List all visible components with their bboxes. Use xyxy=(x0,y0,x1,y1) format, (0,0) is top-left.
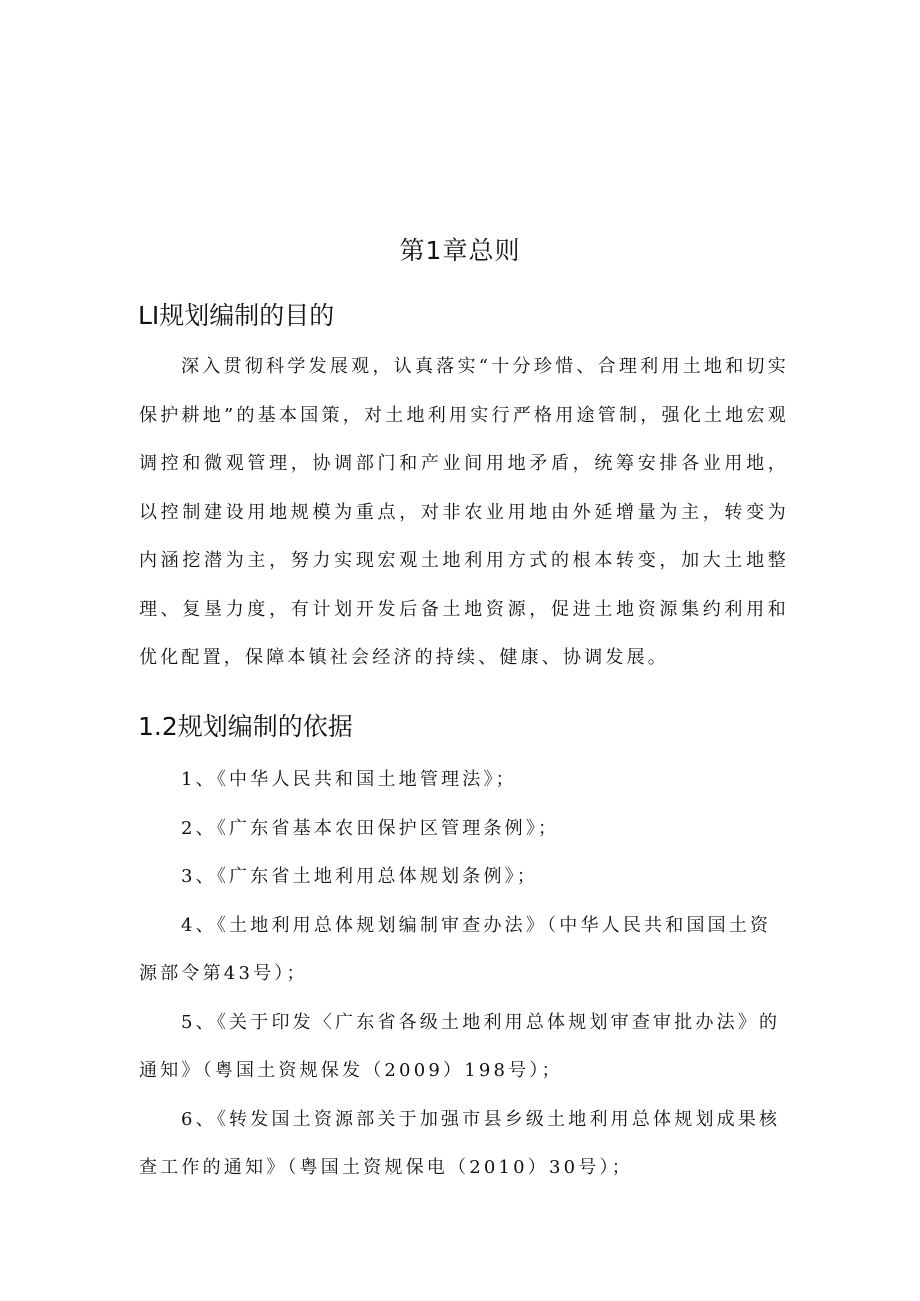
list-item: 6、《转发国土资源部关于加强市县乡级土地利用总体规划成果核查工作的通知》（粤国土资规保电（2010）30号）； xyxy=(139,1108,781,1178)
section-heading-basis: 1.2规划编制的依据 xyxy=(138,712,353,741)
list-item: 4、《土地利用总体规划编制审查办法》（中华人民共和国国土资源部令第43号）； xyxy=(139,914,772,984)
purpose-paragraph: 深入贯彻科学发展观，认真落实“十分珍惜、合理利用土地和切实保护耕地”的基本国策，对土地利用实行严格用途管制，强化土地宏观调控和微观管理，协调部门和产业间用地矛盾，统筹安排各业用地，以控制建设用地规模为重点，对非农业用地由外延增量为主，转变为内涵挖潜为主，努力实现宏观土地利用方式的根本转变，加大土地整理、复垦力度，有计划开发后备土地资源，促进土地资源集约利用和优化配置，保障本镇社会经济的持续、健康、协调发展。 xyxy=(139,356,789,668)
list-item: 3、《广东省土地利用总体规划条例》； xyxy=(181,866,539,887)
section-heading-purpose: LI规划编制的目的 xyxy=(138,301,335,330)
list-item: 1、《中华人民共和国土地管理法》； xyxy=(181,769,517,790)
list-item: 2、《广东省基本农田保护区管理条例》； xyxy=(181,817,560,839)
list-item: 5、《关于印发〈广东省各级土地利用总体规划审查审批办法》的通知》（粤国土资规保发（2009）198号）； xyxy=(139,1011,781,1081)
basis-list xyxy=(139,756,789,1193)
chapter-title: 第1章总则 xyxy=(399,236,521,265)
